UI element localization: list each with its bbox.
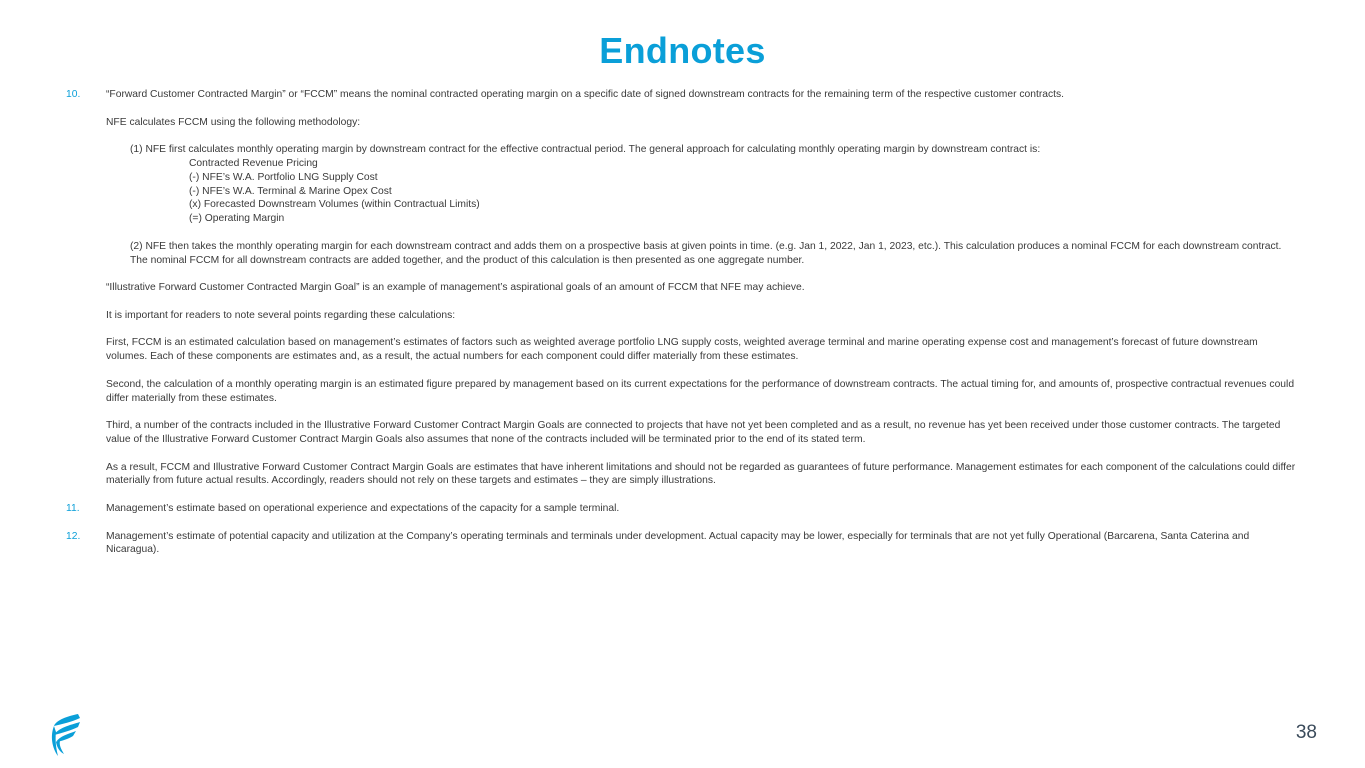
methodology-step-2: (2) NFE then takes the monthly operating margin for each downstream contract and adds them on a prospective basis at given points in time. (e.g. Jan 1, 2022, Jan 1, 2023, etc.). This calculation produces a nominal FCCM for each downstream contract. The nominal FCCM for all downstream contracts are added together, and the product of this calculation is then presented as one aggregate number. xyxy=(130,240,1282,266)
endnote-paragraph: “Forward Customer Contracted Margin” or “FCCM” means the nominal contracted operating margin on a specific date of signed downstream contracts for the remaining term of the respective customer contracts. xyxy=(106,89,1065,100)
endnote-paragraph: Second, the calculation of a monthly operating margin is an estimated figure prepared by management based on its current expectations for the performance of downstream contracts. The actual timing for, and amounts of, prospective contractual revenues could differ materially from these estimates. xyxy=(106,378,1295,404)
endnote-paragraph: “Illustrative Forward Customer Contracted Margin Goal” is an example of management’s aspirational goals of an amount of FCCM that NFE may achieve. xyxy=(106,282,805,294)
endnote-number: 11. xyxy=(66,502,80,514)
endnote-paragraph: Management’s estimate of potential capacity and utilization at the Company’s operating terminals and terminals under development. Actual capacity may be lower, especially for terminals that are not yet fully Operational (Barcarena, Santa Caterina and Nicaragua). xyxy=(106,530,1250,556)
endnote-paragraph: NFE calculates FCCM using the following methodology: xyxy=(106,116,361,128)
formula-line: (-) NFE’s W.A. Terminal & Marine Opex Cost xyxy=(189,185,392,197)
margin-formula xyxy=(189,157,1301,226)
endnote-10 xyxy=(66,88,1301,488)
formula-line: (=) Operating Margin xyxy=(189,213,285,225)
endnote-paragraph: Third, a number of the contracts included in the Illustrative Forward Customer Contract Margin Goals are connected to projects that have not yet been completed and as a result, no revenue has yet been received under those customer contracts. The targeted value of the Illustrative Forward Customer Contract Margin Goals also assumes that none of the contracts included will be terminated prior to the end of its stated term. xyxy=(106,420,1281,445)
endnote-paragraph: It is important for readers to note several points regarding these calculations: xyxy=(106,309,456,321)
endnote-paragraph: Management’s estimate based on operational experience and expectations of the capacity for a sample terminal. xyxy=(106,502,620,514)
endnote-12 xyxy=(66,530,1301,558)
endnote-number: 10. xyxy=(66,89,81,100)
nfe-flame-logo-icon xyxy=(48,712,84,758)
endnotes-body xyxy=(66,88,1301,571)
methodology-step-1: (1) NFE first calculates monthly operating margin by downstream contract for the effective contractual period. The general approach for calculating monthly operating margin by downstream contract is: xyxy=(130,144,1041,156)
formula-line: (-) NFE’s W.A. Portfolio LNG Supply Cost xyxy=(189,171,378,183)
formula-line: (x) Forecasted Downstream Volumes (within Contractual Limits) xyxy=(189,199,480,211)
endnote-paragraph: First, FCCM is an estimated calculation based on management’s estimates of factors such as weighted average portfolio LNG supply costs, weighted average terminal and marine operating expense cost and management’s forecast of future downstream volumes. Each of these components are estimates and, as a result, the actual numbers for each component could differ materially from these estimates. xyxy=(106,337,1258,363)
formula-line: Contracted Revenue Pricing xyxy=(189,157,318,169)
endnote-number: 12. xyxy=(66,530,81,542)
endnote-paragraph: As a result, FCCM and Illustrative Forward Customer Contract Margin Goals are estimates that have inherent limitations and should not be regarded as guarantees of future performance. Management estimates for each component of the calculations could differ materially from future actual results. Accordingly, readers should not rely on these targets and estimates – they are simply illustrations. xyxy=(106,461,1296,487)
page-title: Endnotes xyxy=(599,30,766,71)
page-number: 38 xyxy=(1295,722,1317,743)
endnote-11 xyxy=(66,502,1301,516)
